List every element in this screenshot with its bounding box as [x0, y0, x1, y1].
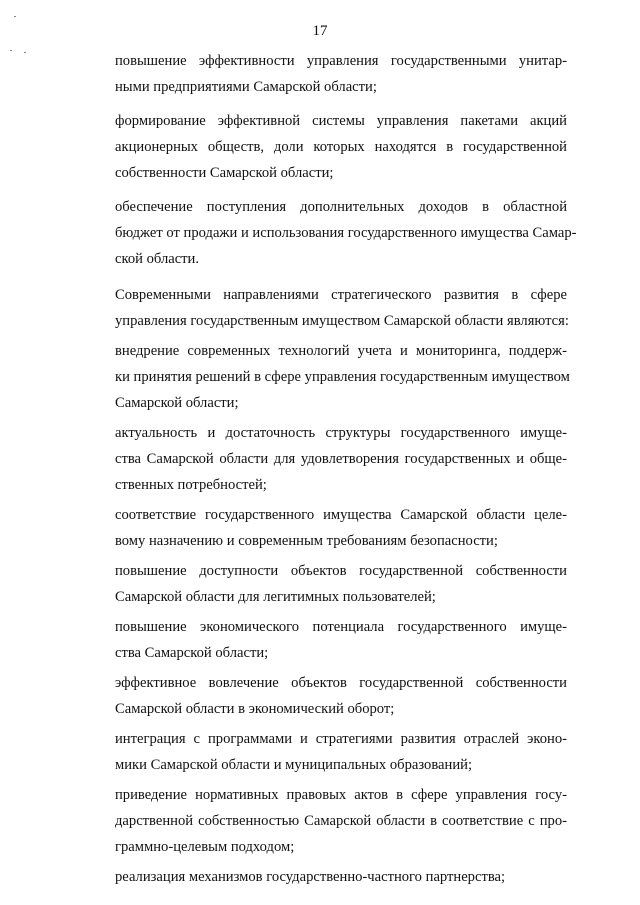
text-line: мики Самарской области и муниципальных образований; [115, 757, 473, 773]
scan-dot [10, 50, 12, 51]
text-line: ства Самарской области; [115, 645, 269, 661]
text-line: ки принятия решений в сфере управления государственным имуществом [115, 369, 570, 385]
paragraph [75, 502, 567, 554]
text-line: граммно-целевым подходом; [115, 839, 295, 855]
text-line: дарственной собственностью Самарской области в соответствие с про- [115, 813, 567, 829]
text-line: эффективное вовлечение объектов государственной собственности [115, 675, 567, 691]
paragraph [75, 48, 567, 100]
text-line: соответствие государственного имущества Самарской области целе- [115, 507, 567, 523]
text-line: Самарской области в экономический оборот; [115, 701, 395, 717]
paragraph [75, 108, 567, 186]
text-line: Самарской области для легитимных пользователей; [115, 589, 436, 605]
text-line: формирование эффективной системы управления пакетами акций [115, 113, 567, 129]
paragraph [75, 614, 567, 666]
text-line: интеграция с программами и стратегиями развития отраслей эконо- [115, 731, 567, 747]
text-line: внедрение современных технологий учета и мониторинга, поддерж- [115, 343, 567, 359]
paragraph [75, 194, 577, 272]
text-line: акционерных обществ, доли которых находятся в государственной [115, 139, 567, 155]
text-line: актуальность и достаточность структуры государственного имуще- [115, 425, 567, 441]
scan-dot [14, 16, 16, 17]
text-line: Современными направлениями стратегического развития в сфере [115, 287, 567, 303]
document-body [75, 48, 577, 890]
paragraph [75, 782, 567, 860]
text-line: повышение экономического потенциала государственного имуще- [115, 619, 567, 635]
text-line: ской области. [115, 251, 200, 267]
page-number: 17 [312, 23, 328, 39]
paragraph [75, 282, 567, 334]
paragraph [75, 670, 567, 722]
text-line: управления государственным имуществом Самарской области являются: [115, 313, 569, 329]
text-line: повышение доступности объектов государственной собственности [115, 563, 567, 579]
paragraph [75, 420, 567, 498]
text-line: повышение эффективности управления государственными унитар- [115, 53, 567, 69]
paragraph [75, 338, 570, 416]
text-line: бюджет от продажи и использования государственного имущества Самар- [115, 225, 577, 241]
text-line: ными предприятиями Самарской области; [115, 79, 377, 95]
text-line: обеспечение поступления дополнительных доходов в областной [115, 199, 567, 215]
text-line: реализация механизмов государственно-частного партнерства; [115, 869, 506, 885]
paragraph [75, 864, 567, 890]
paragraph [75, 558, 567, 610]
text-line: ства Самарской области для удовлетворения государственных и обще- [115, 451, 567, 467]
scan-dot [24, 52, 26, 53]
text-line: ственных потребностей; [115, 477, 267, 493]
text-line: собственности Самарской области; [115, 165, 334, 181]
text-line: Самарской области; [115, 395, 239, 411]
paragraph [75, 726, 567, 778]
text-line: приведение нормативных правовых актов в сфере управления госу- [115, 787, 567, 803]
text-line: вому назначению и современным требованиям безопасности; [115, 533, 498, 549]
